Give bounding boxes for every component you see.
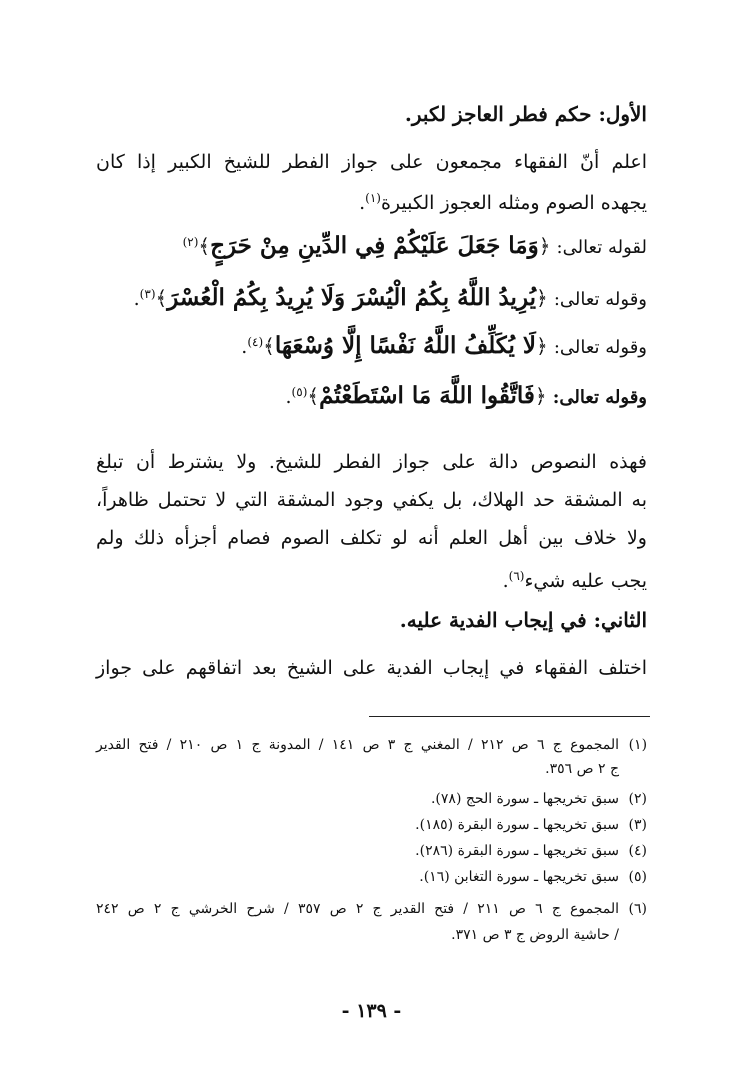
footnote-1-cont: ج ٢ ص ٣٥٦. [545,761,619,777]
verse-lead: لقوله تعالى: [556,237,647,258]
quran-verse: لَا يُكَلِّفُ اللَّهُ نَفْسًا إِلَّا وُسْعَهَا [274,332,537,359]
verse-lead: وقوله تعالى: [552,387,647,408]
footnote-1: (١)المجموع ج ٦ ص ٢١٢ / المغني ج ٣ ص ١٤١ / المدونة ج ١ ص ٢١٠ / فتح القدير [96,737,648,753]
verse-4: وقوله تعالى: ﴿فَاتَّقُوا اللَّهَ مَا اسْتَطَعْتُمْ﴾$^{(٥)}$. [285,382,647,409]
footnote-ref-5: (٥) [291,385,308,399]
footnote-ref-2: (٢) [182,235,199,249]
section1-heading: الأول: حكم فطر العاجز لكبر. [404,102,647,126]
verse-lead: وقوله تعالى: [553,337,647,358]
footnote-ref-4: (٤) [247,335,264,349]
footnote-ref-6: (٦) [508,569,525,583]
verse-3: وقوله تعالى: ﴿لَا يُكَلِّفُ اللَّهُ نَفْسًا إِلَّا وُسْعَهَا﴾$^{(٤)}$. [241,332,647,359]
footnote-4: (٤)سبق تخريجها ـ سورة البقرة (٢٨٦). [415,843,647,859]
para2-line2: به المشقة حد الهلاك، بل يكفي وجود المشقة التي لا تحتمل ظاهراً، [96,489,647,511]
quran-verse: فَاتَّقُوا اللَّهَ مَا اسْتَطَعْتُمْ [319,382,535,409]
footnote-3: (٣)سبق تخريجها ـ سورة البقرة (١٨٥). [415,817,647,833]
section2-heading: الثاني: في إيجاب الفدية عليه. [399,608,647,632]
footnote-6-cont: / حاشية الروض ج ٣ ص ٣٧١. [451,927,619,943]
footnote-2: (٢)سبق تخريجها ـ سورة الحج (٧٨). [430,791,647,807]
page-number: - ١٣٩ - [341,1000,402,1022]
section2-line1: اختلف الفقهاء في إيجاب الفدية على الشيخ بعد اتفاقهم على جواز [96,657,647,679]
quran-verse: وَمَا جَعَلَ عَلَيْكُمْ فِي الدِّينِ مِنْ حَرَجٍ [210,232,539,259]
footnote-separator [369,716,650,717]
para1-line2: يجهده الصوم ومثله العجوز الكبيرة$^{(١)}$. [359,191,647,214]
verse-1: لقوله تعالى: ﴿وَمَا جَعَلَ عَلَيْكُمْ فِي الدِّينِ مِنْ حَرَجٍ﴾$^{(٢)}$ [182,232,647,259]
footnote-5: (٥)سبق تخريجها ـ سورة التغابن (١٦). [419,869,647,885]
para2-line4: يجب عليه شيء$^{(٦)}$. [502,569,647,592]
verse-2: وقوله تعالى: ﴿يُرِيدُ اللَّهُ بِكُمُ الْيُسْرَ وَلَا يُرِيدُ بِكُمُ الْعُسْرَ﴾$^{(٣)}$. [133,284,647,311]
footnote-ref-3: (٣) [139,287,156,301]
footnote-6: (٦)المجموع ج ٦ ص ٢١١ / فتح القدير ج ٢ ص ٣٥٧ / شرح الخرشي ج ٢ ص ٢٤٢ [96,901,648,917]
verse-lead: وقوله تعالى: [553,289,647,310]
footnote-ref-1: (١) [365,191,381,205]
para2-line1: فهذه النصوص دالة على جواز الفطر للشيخ. ولا يشترط أن تبلغ [96,451,647,473]
quran-verse: يُرِيدُ اللَّهُ بِكُمُ الْيُسْرَ وَلَا يُرِيدُ بِكُمُ الْعُسْرَ [167,284,537,311]
para2-line3: ولا خلاف بين أهل العلم أنه لو تكلف الصوم فصام أجزأه ذلك ولم [96,527,647,549]
para1-line1: اعلم أنّ الفقهاء مجمعون على جواز الفطر للشيخ الكبير إذا كان [96,151,647,173]
